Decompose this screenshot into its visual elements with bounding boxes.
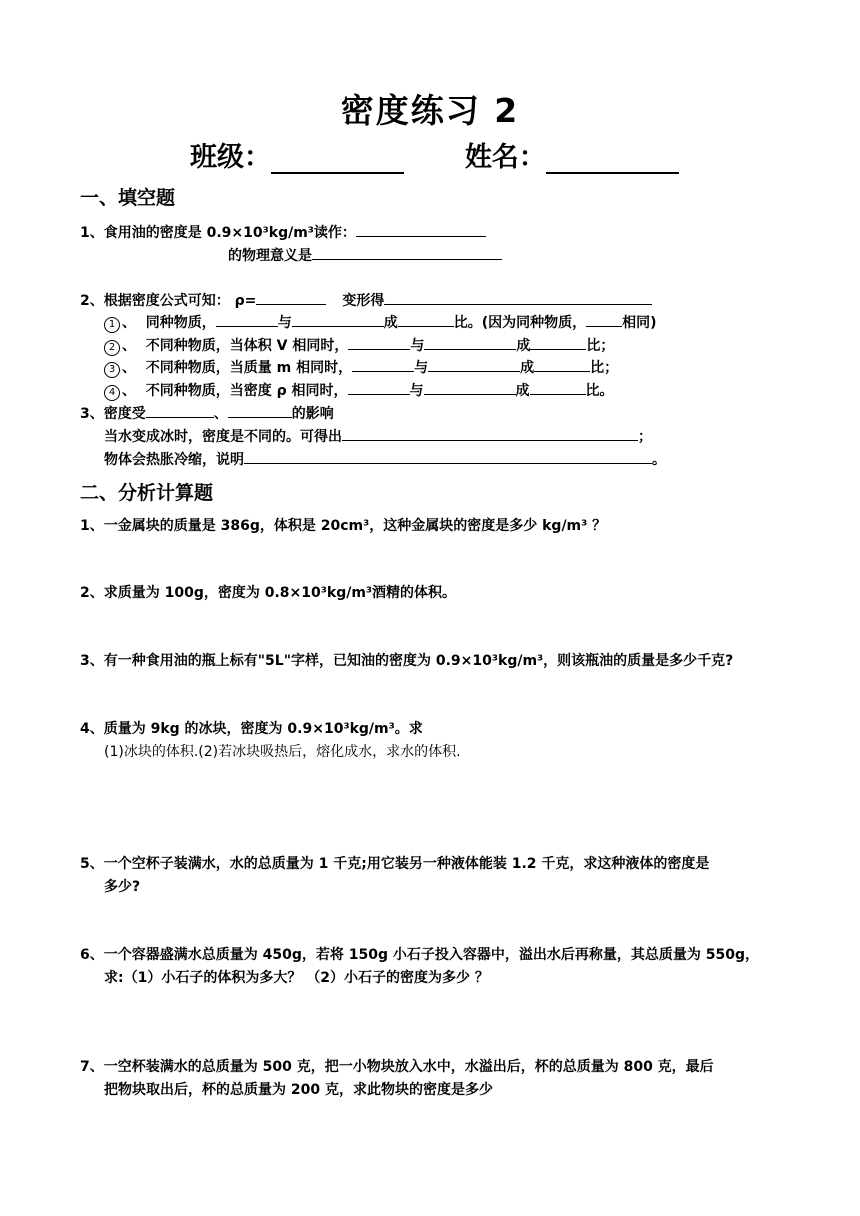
section-fill-heading: 一、填空题 <box>80 187 176 209</box>
q2-item-3 <box>104 357 618 378</box>
q2-1-blank-c[interactable] <box>398 312 454 327</box>
sep: 、 <box>122 315 136 331</box>
q2-3-blank-b[interactable] <box>428 357 520 372</box>
with-text: 与 <box>409 383 424 399</box>
q2-4-blank-b[interactable] <box>424 380 516 395</box>
punct: 。 <box>652 452 666 468</box>
sep: 、 <box>213 406 228 422</box>
q3-line-c <box>104 449 666 469</box>
name-blank[interactable] <box>546 144 679 174</box>
q1-line-b <box>228 245 502 265</box>
calc-q7-b: 把物块取出后，杯的总质量为 200 克，求此物块的密度是多少 <box>104 1082 493 1098</box>
q1-text: 1、食用油的密度是 0.9×10³kg/m³读作： <box>80 225 356 241</box>
q2-3-blank-c[interactable] <box>534 357 590 372</box>
q1-blank-meaning[interactable] <box>312 245 502 260</box>
with-text: 与 <box>277 315 292 331</box>
calc-q6-a: 6、一个容器盛满水总质量为 450g，若将 150g 小石子投入容器中，溢出水后再称量，其总质量为 550g， <box>80 947 759 963</box>
calc-q5-a: 5、一个空杯子装满水，水的总质量为 1 千克;用它装另一种液体能装 1.2 千克，求这种液体的密度是 <box>80 856 710 872</box>
class-label: 班级： <box>190 142 271 173</box>
into-text: 成 <box>515 383 530 399</box>
q3-ice-text: 当水变成冰时，密度是不同的。可得出 <box>104 429 342 445</box>
q1-line-a <box>80 222 486 242</box>
calc-q7-a: 7、一空杯装满水的总质量为 500 克，把一小物块放入水中，水溢出后，杯的总质量为 800 克，最后 <box>80 1059 714 1075</box>
q3-blank-b[interactable] <box>228 403 292 418</box>
calc-q1: 1、一金属块的质量是 386g，体积是 20cm³，这种金属块的密度是多少 kg/m³ ？ <box>80 518 607 534</box>
q2-4-text: 不同种物质，当密度 ρ 相同时， <box>145 383 348 399</box>
q2-3-text: 不同种物质，当质量 m 相同时， <box>145 360 353 376</box>
q1-meaning-text: 的物理意义是 <box>228 248 312 264</box>
calc-q4-a: 4、质量为 9kg 的冰块，密度为 0.9×10³kg/m³。求 <box>80 721 423 737</box>
with-text: 与 <box>410 338 425 354</box>
q2-1-blank-d[interactable] <box>586 312 622 327</box>
q2-item-4 <box>104 380 614 401</box>
into-text: 成 <box>383 315 398 331</box>
q2-3-blank-a[interactable] <box>352 357 414 372</box>
q2-text: 2、根据密度公式可知： ρ= <box>80 293 257 309</box>
circle-number-3: 3 <box>104 362 120 378</box>
ratio-text: 比； <box>590 360 619 376</box>
q2-1-blank-a[interactable] <box>216 312 278 327</box>
circle-number-4: 4 <box>104 385 120 401</box>
sep: 、 <box>122 338 136 354</box>
q3-influence-text: 的影响 <box>291 406 334 422</box>
calc-q3: 3、有一种食用油的瓶上标有"5L"字样，已知油的密度为 0.9×10³kg/m³，则该瓶油的质量是多少千克? <box>80 653 734 669</box>
calc-q4-b: (1)冰块的体积.(2)若冰块吸热后，熔化成水，求水的体积. <box>104 744 461 760</box>
q3-blank-c[interactable] <box>342 426 638 441</box>
q3-text: 3、密度受 <box>80 406 146 422</box>
calc-q5-b: 多少? <box>104 879 141 895</box>
q2-4-blank-a[interactable] <box>348 380 410 395</box>
circle-number-1: 1 <box>104 317 120 333</box>
q2-blank-formula[interactable] <box>256 290 326 305</box>
calc-q6-b: 求:（1）小石子的体积为多大？ （2）小石子的密度为多少 ？ <box>104 970 489 986</box>
q2-blank-deform[interactable] <box>384 290 652 305</box>
with-text: 与 <box>414 360 429 376</box>
name-label: 姓名： <box>464 142 546 173</box>
sep: 、 <box>122 360 136 376</box>
q3-expand-text: 物体会热胀冷缩，说明 <box>104 452 244 468</box>
header-fields <box>190 135 679 174</box>
punct: ； <box>638 429 652 445</box>
q3-blank-a[interactable] <box>146 403 214 418</box>
q2-2-text: 不同种物质，当体积 V 相同时， <box>145 338 349 354</box>
q2-2-blank-a[interactable] <box>348 335 410 350</box>
q2-deform-text: 变形得 <box>342 293 385 309</box>
ratio-text: 比； <box>586 338 615 354</box>
into-text: 成 <box>516 338 531 354</box>
page-title: 密度练习 2 <box>340 91 520 130</box>
q3-line-a <box>80 403 334 423</box>
q3-line-b <box>104 426 652 446</box>
q2-2-blank-c[interactable] <box>530 335 586 350</box>
q3-blank-d[interactable] <box>244 449 652 464</box>
q1-blank-reading[interactable] <box>356 222 486 237</box>
ratio-text: 比。 <box>585 383 614 399</box>
circle-number-2: 2 <box>104 340 120 356</box>
same-text: 相同) <box>622 315 657 331</box>
q2-item-1 <box>104 312 657 333</box>
ratio-text: 比。(因为同种物质， <box>453 315 587 331</box>
q2-item-2 <box>104 335 614 356</box>
q2-1-text: 同种物质， <box>145 315 216 331</box>
into-text: 成 <box>520 360 535 376</box>
q2-4-blank-c[interactable] <box>530 380 586 395</box>
q2-line <box>80 290 652 310</box>
class-blank[interactable] <box>271 144 404 174</box>
calc-q2: 2、求质量为 100g，密度为 0.8×10³kg/m³酒精的体积。 <box>80 585 457 601</box>
q2-2-blank-b[interactable] <box>424 335 516 350</box>
q2-1-blank-b[interactable] <box>292 312 384 327</box>
sep: 、 <box>122 383 136 399</box>
section-calc-heading: 二、分析计算题 <box>80 482 214 504</box>
